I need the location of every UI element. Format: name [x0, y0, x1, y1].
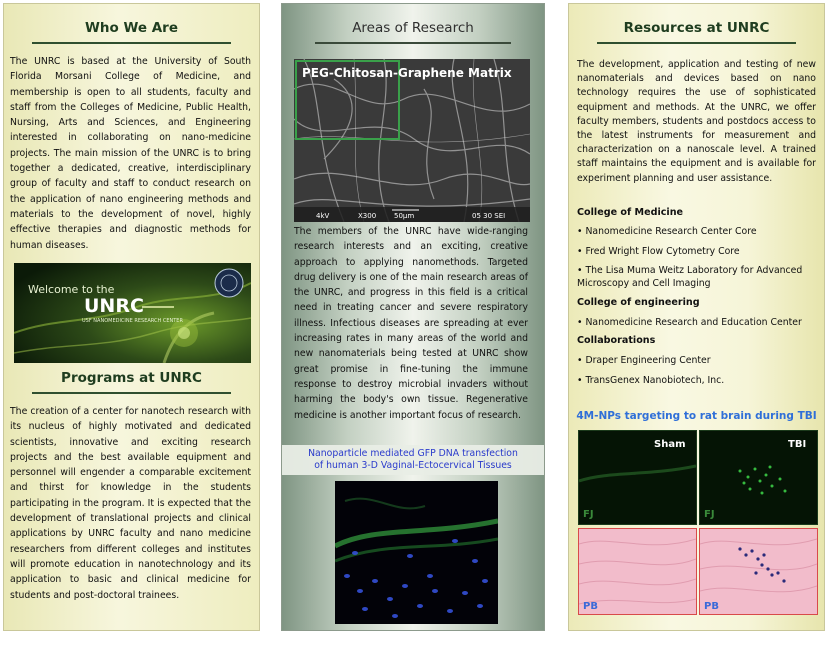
tbi-figure-title: 4M-NPs targeting to rat brain during TBI	[576, 410, 817, 422]
list-item: • TransGenex Nanobiotech, Inc.	[577, 375, 725, 386]
gfp-caption-line2: of human 3-D Vaginal-Ectocervical Tissues	[314, 460, 512, 471]
sem-scale: 50μm	[394, 212, 415, 220]
fj-label: FJ	[704, 509, 715, 520]
list-item: • Draper Engineering Center	[577, 355, 711, 366]
resources-panel	[568, 3, 825, 631]
sham-label: Sham	[654, 439, 686, 450]
list-item: • Fred Wright Flow Cytometry Core	[577, 246, 740, 257]
areas-text: The members of the UNRC have wide-ranging research interests and an exciting, creative approach to applying nanomethods. Targeted drug delivery is one of the main research areas of the UNRC, and progress in this field is a critical need in treating cancer and severe respiratory illness. Infectious diseases are spreading at ever increasing rates in many areas of the world and new nanomaterials being tested at UNRC show great promise in fine-tuning the immune response to destroy microbial invaders without harming the body's own tissue. Regenerative medicine is another important focus of research.	[294, 226, 528, 421]
gfp-caption-line1: Nanoparticle mediated GFP DNA transfection	[308, 448, 518, 459]
section-collaborations: Collaborations	[577, 335, 656, 346]
sem-mag: X300	[358, 212, 377, 220]
fj-sham-panel	[578, 430, 697, 525]
fj-tbi-panel	[699, 430, 818, 525]
pb-sham-image	[579, 529, 696, 614]
pb-label: PB	[583, 601, 598, 612]
banner-welcome-text: Welcome to the	[28, 283, 115, 296]
list-item: • Nanomedicine Research and Education Center	[577, 317, 802, 328]
areas-heading: Areas of Research	[352, 20, 474, 36]
programs-text: The creation of a center for nanotech research with its nucleus of highly motivated and dedicated scientists, innovative and exciting research projects and the best available equipment and personnel will engender a comparable excitement and thirst for knowledge in the students participating in the program. It is expected that the development of translational projects and clinical applications by UNRC faculty and nano medicine researchers from different colleges and institutes will promote education in nanotechnology and its application to basic and clinical medicine for students and post-doctoral trainees.	[10, 406, 251, 601]
areas-of-research-panel	[281, 3, 545, 631]
who-we-are-text: The UNRC is based at the University of South Florida Morsani College of Medicine, and membership is open to all students, faculty and staff from the Colleges of Medicine, Public Health, Nursing, Arts and Sciences, and Engineering interested in collaborating on nano-medicine projects. The main mission of the UNRC is to bring together a dedicated, creative, interdisciplinary group of faculty and staff to conduct research on the application of nano engineering methods and materials to the development of novel, highly effective therapies and diagnostic methods for human diseases.	[10, 56, 251, 251]
tbi-label: TBI	[788, 439, 807, 450]
banner-title-text: UNRC	[84, 295, 144, 317]
sem-image	[294, 59, 530, 222]
programs-heading: Programs at UNRC	[61, 370, 202, 386]
sem-title: PEG-Chitosan-Graphene Matrix	[302, 66, 512, 80]
resources-heading: Resources at UNRC	[623, 20, 770, 36]
fj-sham-image	[579, 431, 696, 524]
banner-subtitle-text: USF NANOMEDICINE RESEARCH CENTER	[82, 318, 183, 324]
sem-kv: 4kV	[316, 212, 330, 220]
pb-tbi-panel	[699, 528, 818, 615]
sem-micrograph	[294, 59, 530, 222]
pb-tbi-image	[700, 529, 817, 614]
programs-rule	[32, 392, 231, 394]
list-item: • The Lisa Muma Weitz Laboratory for Advanced Microscopy and Cell Imaging	[577, 265, 803, 289]
section-college-of-engineering: College of engineering	[577, 297, 700, 308]
fj-tbi-image	[700, 431, 817, 524]
list-item: • Nanomedicine Research Center Core	[577, 226, 757, 237]
who-we-are-heading: Who We Are	[84, 20, 178, 36]
gfp-image	[335, 481, 498, 624]
who-we-are-panel	[3, 3, 260, 631]
sem-id: 05 30 SEI	[472, 212, 506, 220]
pb-label: PB	[704, 601, 719, 612]
heading-rule	[32, 42, 231, 44]
fj-label: FJ	[583, 509, 594, 520]
unrc-banner-graphic	[14, 263, 251, 363]
pb-sham-panel	[578, 528, 697, 615]
unrc-banner	[14, 263, 251, 363]
gfp-micrograph	[335, 481, 498, 624]
section-college-of-medicine: College of Medicine	[577, 207, 684, 218]
areas-rule	[315, 42, 511, 44]
resources-text: The development, application and testing of new nanomaterials and devices based on nano technology requires the use of sophisticated equipment and methods. At the UNRC, we offer faculty members, students and postdocs access to the latest instruments for measurement and characterization on a nanoscale level. A trained staff maintains the equipment and is available for experiment planning and user assistance.	[577, 59, 816, 184]
gfp-caption	[282, 445, 544, 475]
resources-rule	[597, 42, 796, 44]
